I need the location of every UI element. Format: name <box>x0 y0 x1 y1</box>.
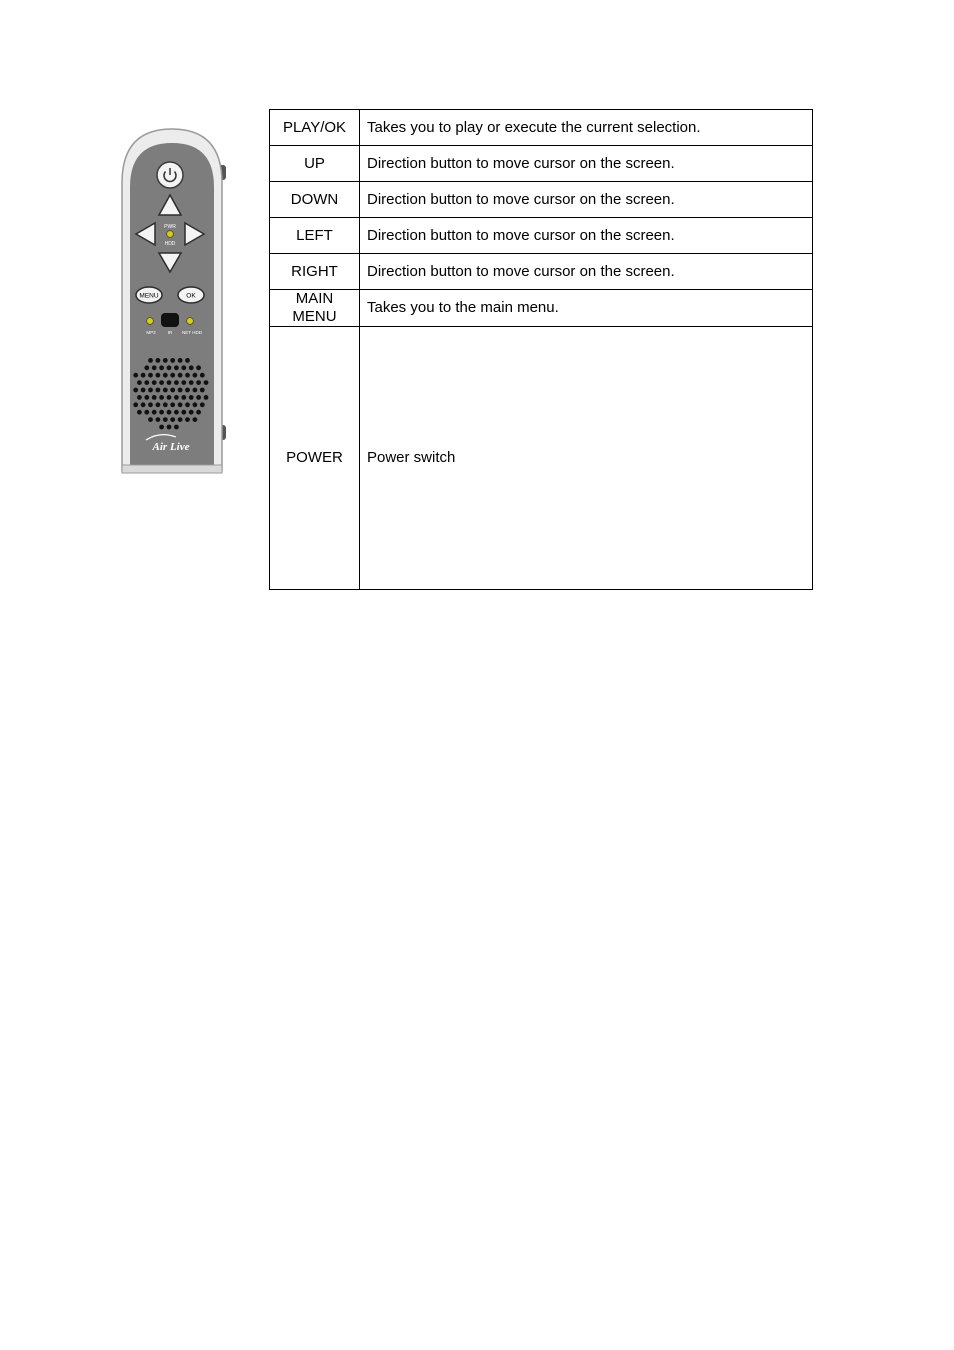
table-row <box>270 290 813 327</box>
speaker-hole <box>174 410 179 415</box>
speaker-hole <box>174 365 179 370</box>
control-description: Power switch <box>360 327 813 590</box>
speaker-hole <box>141 402 146 407</box>
control-name: PLAY/OK <box>270 110 360 146</box>
controls-table <box>269 109 813 590</box>
speaker-hole <box>178 402 183 407</box>
speaker-hole <box>163 417 168 422</box>
speaker-hole <box>159 410 164 415</box>
speaker-hole <box>178 358 183 363</box>
speaker-hole <box>200 373 205 378</box>
speaker-hole <box>137 395 142 400</box>
speaker-hole <box>159 395 164 400</box>
speaker-hole <box>159 425 164 430</box>
speaker-hole <box>137 410 142 415</box>
led-label-ir: IR <box>167 330 173 335</box>
speaker-hole <box>170 388 175 393</box>
control-description: Direction button to move cursor on the screen. <box>360 182 813 218</box>
speaker-hole <box>204 395 209 400</box>
speaker-hole <box>189 410 194 415</box>
speaker-hole <box>189 365 194 370</box>
speaker-hole <box>163 358 168 363</box>
speaker-hole <box>181 395 186 400</box>
speaker-hole <box>185 388 190 393</box>
speaker-hole <box>170 358 175 363</box>
speaker-hole <box>156 388 161 393</box>
speaker-hole <box>196 395 201 400</box>
led-label-hdd: HDD <box>164 241 176 247</box>
speaker-hole <box>148 373 153 378</box>
table-row <box>270 254 813 290</box>
mp3-led <box>147 318 154 325</box>
speaker-hole <box>167 380 172 385</box>
control-description: Direction button to move cursor on the screen. <box>360 146 813 182</box>
device-base <box>122 465 222 473</box>
ok-button-label: OK <box>186 292 196 300</box>
speaker-hole <box>156 358 161 363</box>
speaker-hole <box>178 388 183 393</box>
speaker-hole <box>174 380 179 385</box>
control-description: Direction button to move cursor on the screen. <box>360 218 813 254</box>
speaker-hole <box>196 365 201 370</box>
speaker-hole <box>178 417 183 422</box>
speaker-hole <box>141 388 146 393</box>
led-label-net-hdd: NET HDD <box>182 330 202 335</box>
speaker-hole <box>144 395 149 400</box>
speaker-hole <box>152 410 157 415</box>
device-illustration <box>112 125 232 477</box>
speaker-hole <box>137 380 142 385</box>
table-row <box>270 218 813 254</box>
device-svg <box>112 125 232 477</box>
control-name: LEFT <box>270 218 360 254</box>
speaker-hole <box>181 380 186 385</box>
speaker-hole <box>148 417 153 422</box>
speaker-hole <box>193 373 198 378</box>
speaker-hole <box>133 402 138 407</box>
speaker-hole <box>133 373 138 378</box>
speaker-hole <box>200 402 205 407</box>
speaker-hole <box>185 402 190 407</box>
control-name: DOWN <box>270 182 360 218</box>
speaker-hole <box>193 402 198 407</box>
speaker-hole <box>181 365 186 370</box>
speaker-hole <box>148 402 153 407</box>
speaker-hole <box>170 417 175 422</box>
control-name: UP <box>270 146 360 182</box>
speaker-hole <box>189 395 194 400</box>
speaker-hole <box>159 380 164 385</box>
control-name: MAIN MENU <box>270 290 360 327</box>
speaker-hole <box>200 388 205 393</box>
speaker-hole <box>163 373 168 378</box>
speaker-hole <box>174 425 179 430</box>
speaker-hole <box>170 402 175 407</box>
led-label-mp3: MP3 <box>146 330 156 335</box>
speaker-hole <box>152 395 157 400</box>
speaker-hole <box>144 365 149 370</box>
speaker-hole <box>156 417 161 422</box>
net-hdd-led <box>187 318 194 325</box>
speaker-hole <box>174 395 179 400</box>
speaker-hole <box>167 410 172 415</box>
control-description: Direction button to move cursor on the screen. <box>360 254 813 290</box>
speaker-hole <box>167 395 172 400</box>
table-row <box>270 327 813 590</box>
table-row <box>270 146 813 182</box>
speaker-hole <box>193 388 198 393</box>
speaker-hole <box>170 373 175 378</box>
speaker-hole <box>163 402 168 407</box>
airlive-logo: Air Live <box>152 441 190 453</box>
speaker-hole <box>144 410 149 415</box>
speaker-hole <box>141 373 146 378</box>
speaker-hole <box>185 417 190 422</box>
speaker-hole <box>196 380 201 385</box>
speaker-hole <box>185 373 190 378</box>
pwr-led <box>167 231 174 238</box>
speaker-hole <box>148 358 153 363</box>
speaker-hole <box>193 417 198 422</box>
table-row <box>270 110 813 146</box>
speaker-hole <box>178 373 183 378</box>
speaker-hole <box>167 365 172 370</box>
control-description: Takes you to play or execute the current selection. <box>360 110 813 146</box>
speaker-hole <box>204 380 209 385</box>
menu-button-label: MENU <box>139 292 159 300</box>
speaker-hole <box>133 388 138 393</box>
control-name: POWER <box>270 327 360 590</box>
speaker-hole <box>181 410 186 415</box>
speaker-hole <box>148 388 153 393</box>
speaker-hole <box>167 425 172 430</box>
control-name: RIGHT <box>270 254 360 290</box>
speaker-hole <box>189 380 194 385</box>
speaker-hole <box>152 365 157 370</box>
speaker-hole <box>163 388 168 393</box>
table-row <box>270 182 813 218</box>
ir-window <box>161 313 179 327</box>
speaker-hole <box>144 380 149 385</box>
speaker-hole <box>185 358 190 363</box>
speaker-hole <box>159 365 164 370</box>
speaker-hole <box>156 373 161 378</box>
control-description: Takes you to the main menu. <box>360 290 813 327</box>
speaker-hole <box>196 410 201 415</box>
speaker-hole <box>152 380 157 385</box>
led-label-pwr: PWR <box>164 224 176 230</box>
speaker-hole <box>156 402 161 407</box>
